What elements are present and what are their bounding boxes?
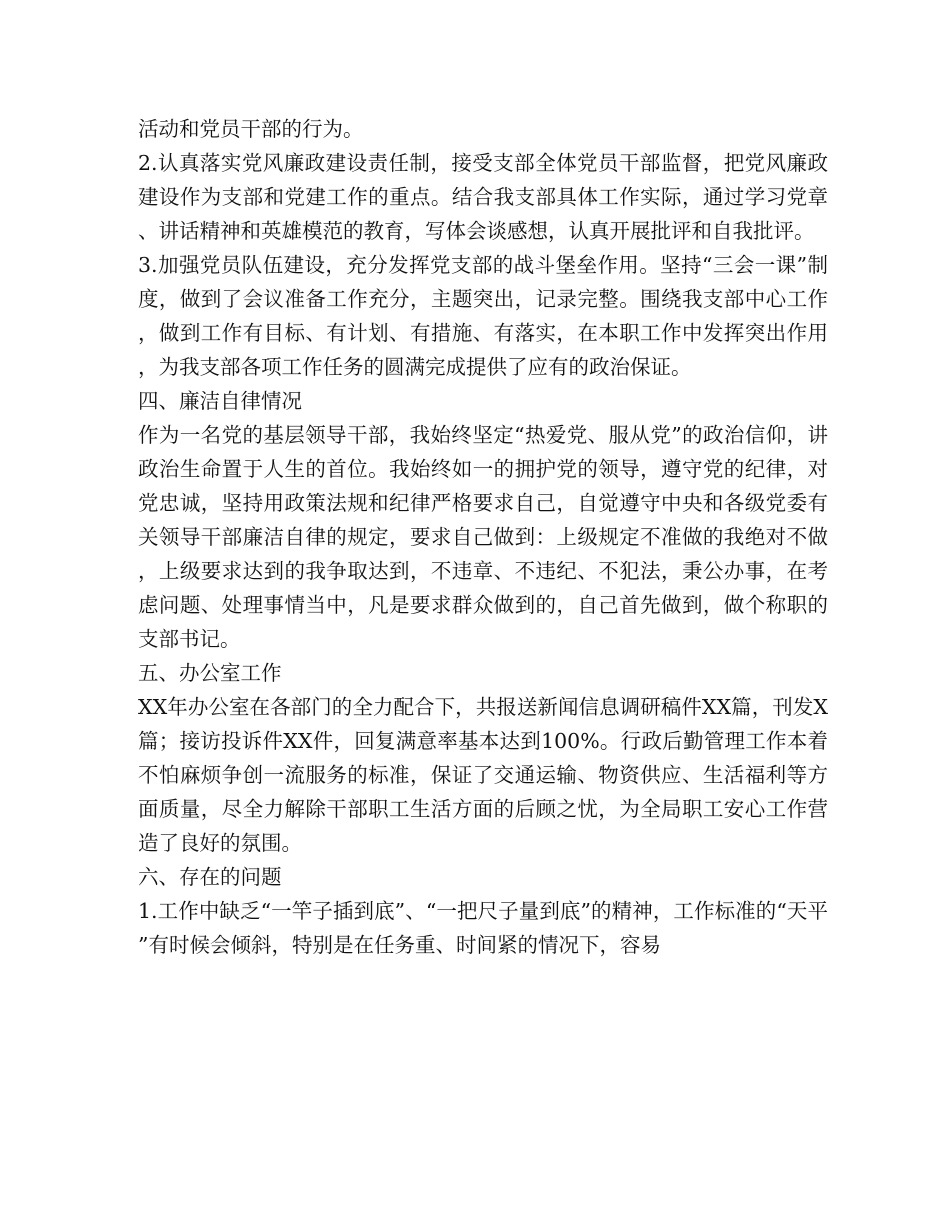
paragraph-item-3: 3.加强党员队伍建设，充分发挥党支部的战斗堡垒作用。坚持“三会一课”制度，做到了会议准备工作充分，主题突出，记录完整。围绕我支部中心工作，做到工作有目标、有计划、有措施、有落实，在本职工作中发挥突出作用，为我支部各项工作任务的圆满完成提供了应有的政治保证。 [138, 253, 828, 379]
paragraph-continuation: 活动和党员干部的行为。 [138, 117, 364, 141]
section-heading-5: 五、办公室工作 [138, 661, 282, 685]
paragraph-self-discipline: 作为一名党的基层领导干部，我始终坚定“热爱党、服从党”的政治信仰，讲政治生命置于人生的首位。我始终如一的拥护党的领导，遵守党的纪律，对党忠诚，坚持用政策法规和纪律严格要求自己，自觉遵守中央和各级党委有关领导干部廉洁自律的规定，要求自己做到：上级规定不准做的我绝对不做，上级要求达到的我争取达到，不违章、不违纪、不犯法，秉公办事，在考虑问题、处理事情当中，凡是要求群众做到的，自己首先做到，做个称职的支部书记。 [138, 423, 828, 651]
section-heading-6: 六、存在的问题 [138, 865, 282, 889]
paragraph-item-2: 2.认真落实党风廉政建设责任制，接受支部全体党员干部监督，把党风廉政建设作为支部和党建工作的重点。结合我支部具体工作实际，通过学习党章、讲话精神和英雄模范的教育，写体会谈感想，认真开展批评和自我批评。 [138, 151, 828, 243]
document-body [138, 112, 828, 962]
paragraph-problem-1: 1.工作中缺乏“一竿子插到底”、“一把尺子量到底”的精神，工作标准的“天平”有时候会倾斜，特别是在任务重、时间紧的情况下，容易 [138, 899, 828, 957]
section-heading-4: 四、廉洁自律情况 [138, 389, 302, 413]
paragraph-office-work: XX年办公室在各部门的全力配合下，共报送新闻信息调研稿件XX篇，刊发X篇；接访投诉件XX件，回复满意率基本达到100%。行政后勤管理工作本着不怕麻烦争创一流服务的标准，保证了交通运输、物资供应、生活福利等方面质量，尽全力解除干部职工生活方面的后顾之忧，为全局职工安心工作营造了良好的氛围。 [138, 695, 828, 855]
